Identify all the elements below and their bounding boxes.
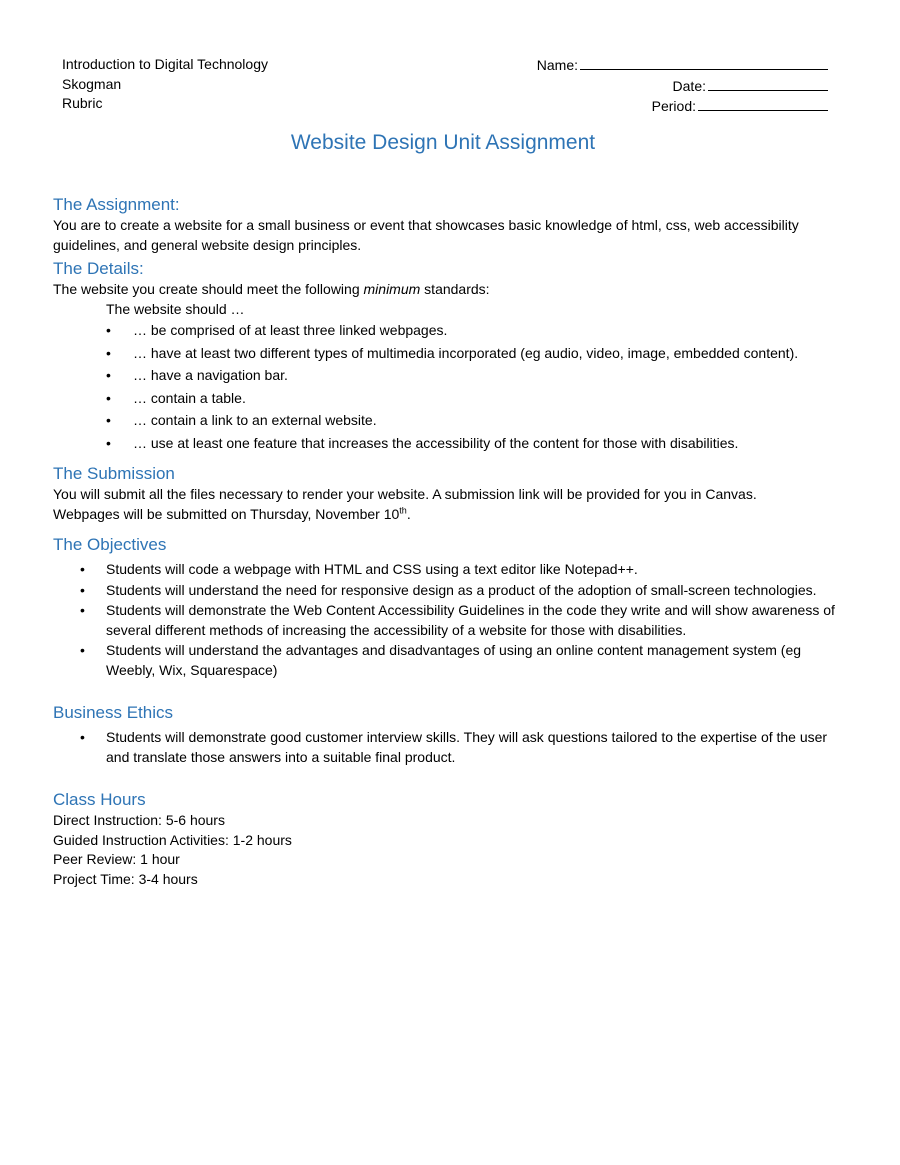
bullet-icon: • — [106, 434, 111, 451]
list-item — [106, 344, 853, 364]
bullet-icon: • — [106, 344, 111, 361]
list-item — [106, 366, 853, 386]
details-item-text: … contain a link to an external website. — [133, 412, 377, 428]
assignment-section — [53, 194, 853, 255]
teacher-name: Skogman — [62, 75, 122, 92]
document-title: Website Design Unit Assignment — [290, 131, 596, 154]
details-intro-emphasis: minimum — [363, 281, 421, 297]
details-section — [53, 258, 853, 453]
details-intro — [53, 280, 853, 300]
objectives-list — [53, 560, 853, 680]
hours-line: Peer Review: 1 hour — [53, 851, 180, 867]
objective-text: Students will understand the advantages and disadvantages of using an online content management system (eg Weebly, Wix, Squarespace) — [106, 642, 802, 678]
objective-text: Students will understand the need for responsive design as a product of the adoption of small-screen technologies. — [106, 581, 817, 598]
list-item — [106, 411, 853, 431]
details-heading: The Details: — [53, 259, 144, 278]
objective-text: Students will demonstrate the Web Content Accessibility Guidelines in the code they write and will show awareness of several different methods of increasing the accessibility of a website for those with disabilities. — [106, 602, 835, 638]
hours-heading: Class Hours — [53, 790, 146, 809]
submission-section — [53, 463, 853, 524]
course-name: Introduction to Digital Technology — [62, 56, 268, 72]
submission-heading: The Submission — [53, 464, 175, 483]
bullet-icon: • — [80, 642, 85, 658]
objective-text: Students will code a webpage with HTML and CSS using a text editor like Notepad++. — [106, 561, 638, 577]
details-list — [53, 321, 853, 453]
ethics-section — [53, 702, 853, 767]
ethics-list — [53, 728, 853, 767]
header-left — [62, 55, 268, 114]
doc-type: Rubric — [62, 95, 103, 111]
document-body — [53, 194, 853, 889]
submission-line-2 — [53, 505, 853, 525]
list-item — [80, 601, 853, 640]
list-item — [106, 389, 853, 409]
bullet-icon: • — [106, 322, 111, 338]
details-sub-intro: The website should … — [106, 300, 245, 317]
submission-line-1: You will submit all the files necessary to render your website. A submission link will be provided for you in Canvas. — [53, 486, 757, 502]
bullet-icon: • — [106, 412, 111, 428]
period-row — [537, 96, 828, 117]
list-item — [80, 581, 853, 601]
submission-date-period: . — [406, 505, 411, 522]
bullet-icon: • — [80, 561, 85, 577]
list-item — [80, 560, 853, 580]
hours-line: Project Time: 3-4 hours — [53, 870, 198, 887]
bullet-icon: • — [80, 581, 85, 598]
hours-line: Direct Instruction: 5-6 hours — [53, 812, 225, 828]
objectives-section — [53, 534, 853, 680]
date-blank-line — [708, 76, 828, 91]
ethics-text: Students will demonstrate good customer interview skills. They will ask questions tailored to the expertise of the user and translate those answers into a suitable final product. — [106, 729, 828, 765]
details-item-text: … be comprised of at least three linked webpages. — [133, 322, 448, 338]
details-intro-before: The website you create should meet the following — [53, 281, 364, 297]
date-label: Date: — [672, 77, 706, 94]
hours-line: Guided Instruction Activities: 1-2 hours — [53, 831, 292, 848]
bullet-icon: • — [80, 602, 85, 618]
submission-date-suffix: th — [399, 504, 407, 515]
details-item-text: … have at least two different types of multimedia incorporated (eg audio, video, image, embedded content). — [133, 344, 799, 361]
assignment-heading: The Assignment: — [53, 195, 180, 214]
name-blank-line — [580, 55, 828, 70]
period-label: Period: — [651, 98, 696, 114]
period-blank-line — [698, 96, 828, 111]
list-item — [80, 728, 853, 767]
submission-date-text: Webpages will be submitted on Thursday, November 10 — [53, 505, 400, 522]
bullet-icon: • — [106, 389, 111, 406]
header-right — [537, 55, 828, 117]
assignment-text: You are to create a website for a small business or event that showcases basic knowledge of html, css, web accessibility guidelines, and general website design principles. — [53, 217, 799, 253]
bullet-icon: • — [106, 367, 111, 383]
bullet-icon: • — [80, 729, 85, 745]
ethics-heading: Business Ethics — [53, 703, 173, 722]
objectives-heading: The Objectives — [53, 535, 167, 554]
details-item-text: … use at least one feature that increases the accessibility of the content for those with disabilities. — [133, 434, 739, 451]
list-item — [106, 434, 853, 454]
date-row — [537, 76, 828, 97]
list-item — [80, 641, 853, 680]
hours-section — [53, 789, 853, 889]
details-item-text: … have a navigation bar. — [133, 367, 288, 383]
name-row — [537, 55, 828, 76]
details-item-text: … contain a table. — [133, 389, 246, 406]
name-label: Name: — [536, 57, 578, 73]
details-intro-after: standards: — [420, 281, 490, 297]
list-item — [106, 321, 853, 341]
